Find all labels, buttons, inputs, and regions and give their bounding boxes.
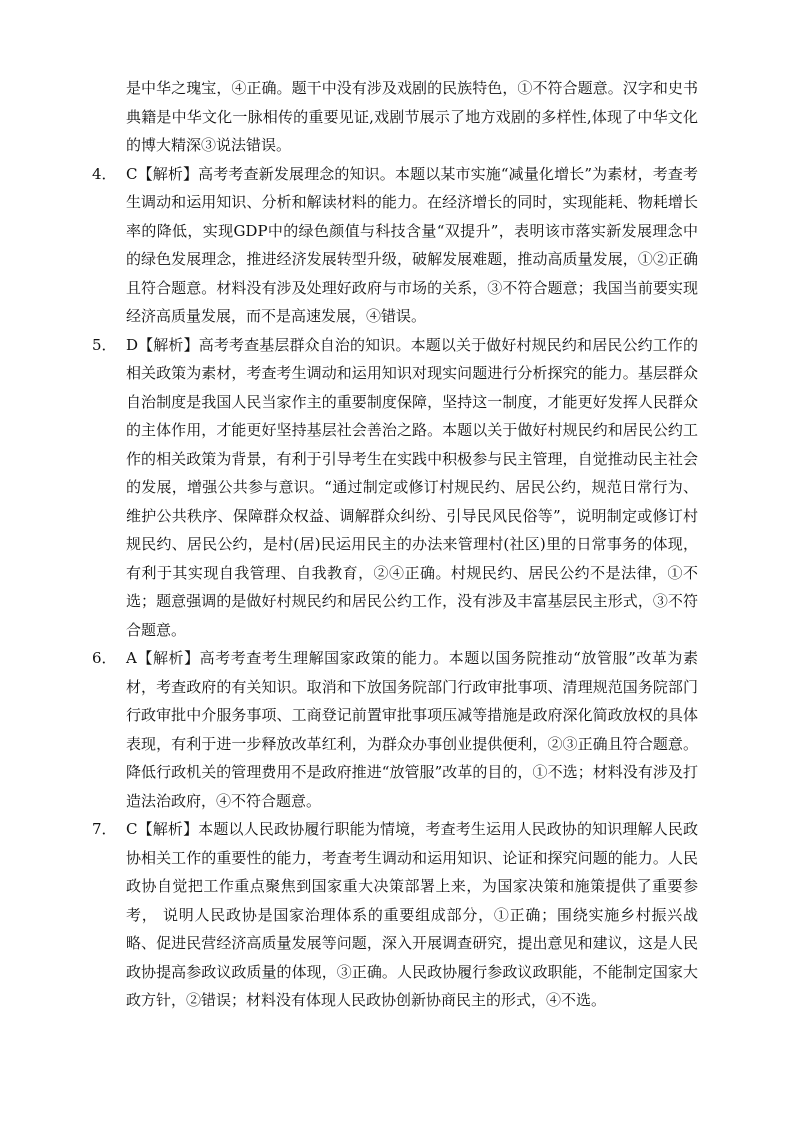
item-number: 4． — [92, 164, 117, 183]
item-number: 7． — [92, 820, 117, 838]
lead-paragraph: 是中华之瑰宝，④正确。题干中没有涉及戏剧的民族特色，①不符合题意。汉字和史书典籍是中华文化一脉相传的重要见证,戏剧节展示了地方戏剧的多样性,体现了中华文化的博大精深③说法错误。 — [126, 79, 698, 154]
item-text: C【解析】高考考查新发展理念的知识。本题以某市实施“减量化增长”为素材，考查考生调动和运用知识、分析和解读材料的能力。在经济增长的同时，实现能耗、物耗增长率的降低，实现GDP中的绿色颜值与科技含量“双提升”，表明该市落实新发展理念中的绿色发展理念，推进经济发展转型升级，破解发展难题，推动高质量发展，①②正确且符合题意。材料没有涉及处理好政府与市场的关系，③不符合题意；我国当前要实现经济高质量发展，而不是高速发展，④错误。 — [126, 164, 698, 325]
item-number: 6． — [92, 649, 117, 667]
item-number: 5． — [92, 335, 117, 354]
item-text: C【解析】本题以人民政协履行职能为情境，考查考生运用人民政协的知识理解人民政协相关工作的重要性的能力，考查考生调动和运用知识、论证和探究问题的能力。人民政协自觉把工作重点聚焦到国家重大决策部署上来，为国家决策和施策提供了重要参考， 说明人民政协是国家治理体系的重要组成部分，①正确；围绕实施乡村振兴战略、促进民营经济高质量发展等问题，深入开展调查研究，提出意见和建议，这是人民政协提高参政议政质量的体现，③正确。人民政协履行参政议政职能，不能制定国家大政方针，②错误；材料没有体现人民政协创新协商民主的形式，④不选。 — [126, 820, 698, 1009]
item-text: A【解析】高考考查考生理解国家政策的能力。本题以国务院推动“放管服”改革为素材，考查政府的有关知识。取消和下放国务院部门行政审批事项、清理规范国务院部门行政审批中介服务事项、工商登记前置审批事项压减等措施是政府深化简政放权的具体表现，有利于进一步释放改革红利，为群众办事创业提供便利，②③正确且符合题意。降低行政机关的管理费用不是政府推进“放管服”改革的目的，①不选；材料没有涉及打造法治政府，④不符合题意。 — [126, 649, 698, 810]
answer-item-6 — [92, 644, 698, 815]
answer-explanations — [92, 74, 698, 1015]
answer-item-5 — [92, 331, 698, 645]
item-text: D【解析】高考考查基层群众自治的知识。本题以关于做好村规民约和居民公约工作的相关政策为素材，考查考生调动和运用知识对现实问题进行分析探究的能力。基层群众自治制度是我国人民当家作主的重要制度保障，坚持这一制度，才能更好发挥人民群众的主体作用，才能更好坚持基层社会善治之路。本题以关于做好村规民约和居民公约工作的相关政策为背景，有利于引导考生在实践中积极参与民主管理，自觉推动民主社会的发展，增强公共参与意识。“通过制定或修订村规民约、居民公约，规范日常行为、维护公共秩序、保障群众权益、调解群众纠纷、引导民风民俗等”，说明制定或修订村规民约、居民公约，是村(居)民运用民主的办法来管理村(社区)里的日常事务的体现，有利于其实现自我管理、自我教育，②④正确。村规民约、居民公约不是法律，①不选；题意强调的是做好村规民约和居民公约工作，没有涉及丰富基层民主形式，③不符合题意。 — [126, 335, 698, 639]
answer-item-7 — [92, 815, 698, 1015]
answer-item-4 — [92, 160, 698, 331]
